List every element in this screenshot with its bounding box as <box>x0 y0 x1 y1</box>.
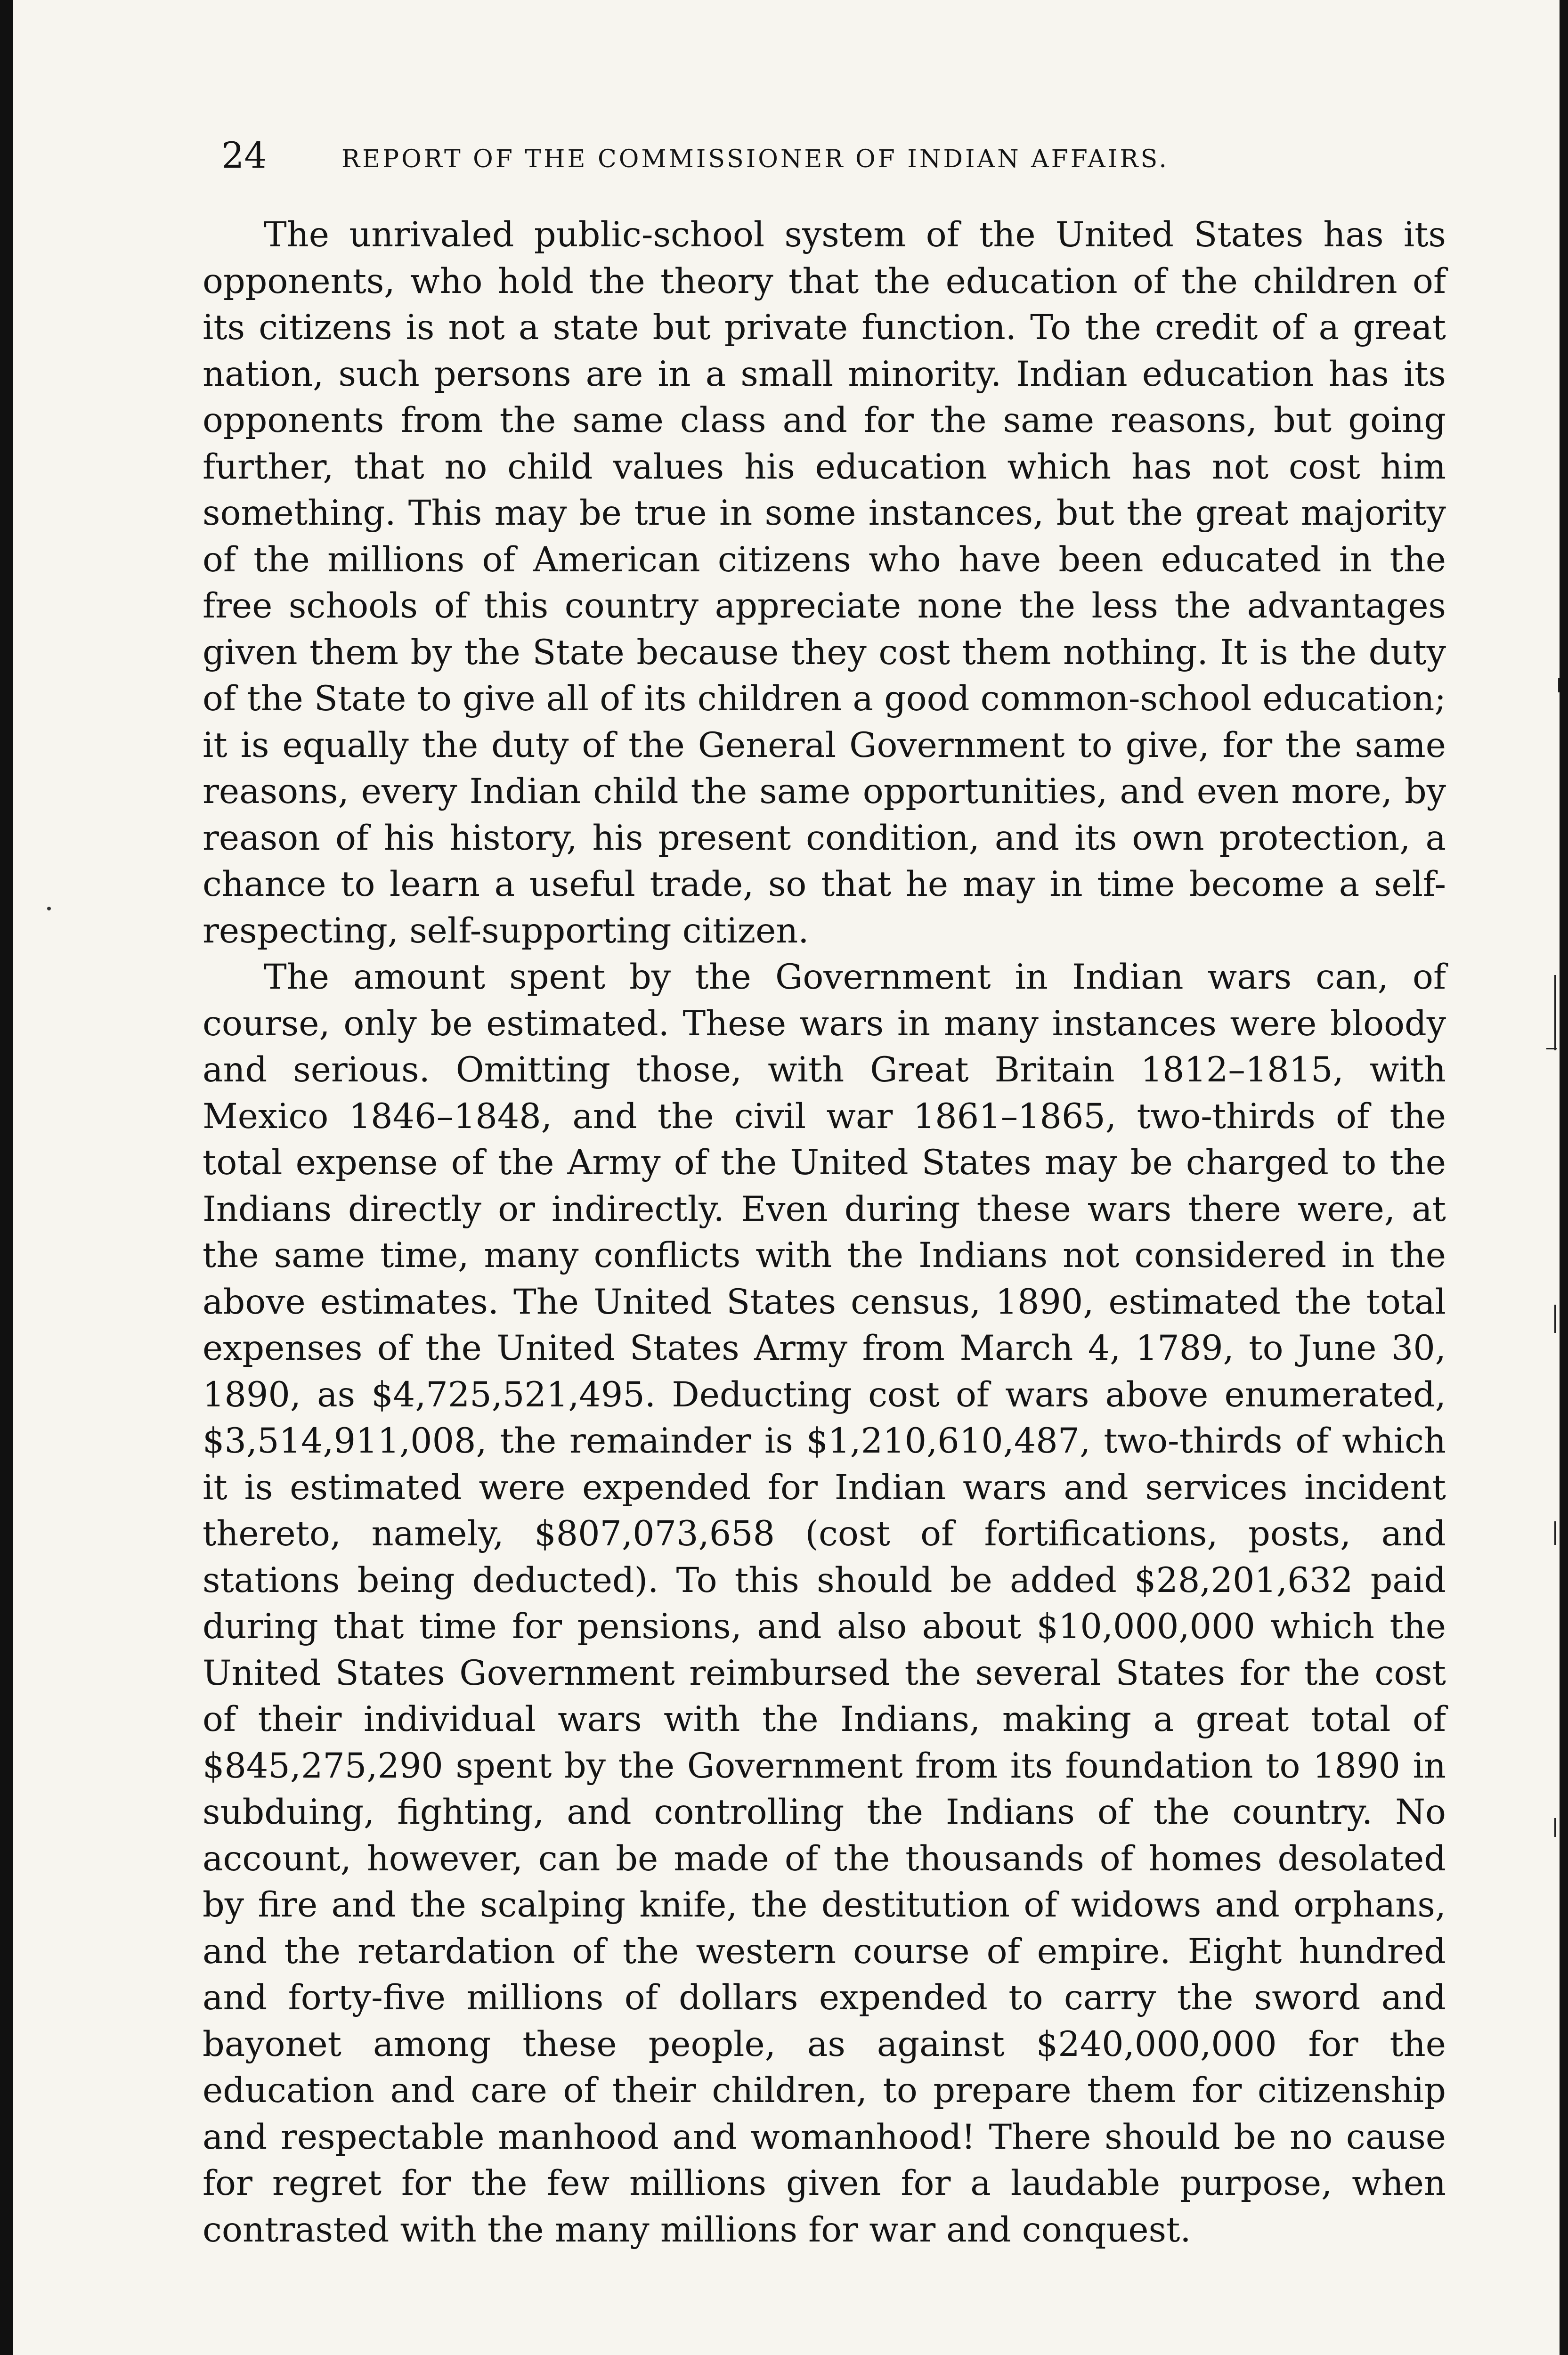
body-text <box>203 212 1446 2253</box>
page-number: 24 <box>221 134 267 176</box>
margin-mark <box>1558 678 1560 692</box>
margin-mark <box>1554 1305 1556 1333</box>
margin-mark <box>1554 975 1556 1050</box>
paragraph-public-school-system: The unrivaled public-school system of the United States has its opponents, who hold the theory that the education of the children of its citizens is not a state but private function. To the credit of a great nation, such persons are in a small minority. Indian education has its opponents from the same class and for the same reasons, but going further, that no child values his education which has not cost him something. This may be true in some instances, but the great majority of the millions of American citizens who have been educated in the free schools of this country appreciate none the less the advantages given them by the State because they cost them nothing. It is the duty of the State to give all of its children a good common-school education; it is equally the duty of the General Government to give, for the same reasons, every Indian child the same opportunities, and even more, by reason of his history, his present condition, and its own protection, a chance to learn a useful trade, so that he may in time become a self-respecting, self-supporting citizen. <box>203 215 1446 951</box>
margin-mark <box>1554 1521 1556 1545</box>
margin-mark <box>1554 1818 1556 1837</box>
running-title: REPORT OF THE COMMISSIONER OF INDIAN AFFAIRS. <box>341 145 1169 173</box>
scan-speck <box>47 907 51 910</box>
running-head <box>221 127 1352 198</box>
margin-mark <box>1546 1048 1557 1049</box>
paragraph-indian-wars-cost: The amount spent by the Government in Indian wars can, of course, only be estimated. These wars in many instances were bloody and serious. Omitting those, with Great Britain 1812–1815, with Mexico 1846–1848, and the civil war 1861–1865, two-thirds of the total expense of the Army of the United States may be charged to the Indians directly or indirectly. Even during these wars there were, at the same time, many conflicts with the Indians not considered in the above estimates. The United States census, 1890, estimated the total expenses of the United States Army from March 4, 1789, to June 30, 1890, as $4,725,521,495. Deducting cost of wars above enumerated, $3,514,911,008, the remainder is $1,210,610,487, two-thirds of which it is estimated were expended for Indian wars and services incident thereto, namely, $807,073,658 (cost of fortifications, posts, and stations being deducted). To this should be added $28,201,632 paid during that time for pensions, and also about $10,000,000 which the United States Government reimbursed the several States for the cost of their individual wars with the Indians, making a great total of $845,275,290 spent by the Government from its foundation to 1890 in subduing, fighting, and controlling the Indians of the country. No account, however, can be made of the thousands of homes desolated by fire and the scalping knife, the destitution of widows and orphans, and the retardation of the western course of empire. Eight hundred and forty-five millions of dollars expended to carry the sword and bayonet among these people, as against $240,000,000 for the education and care of their children, to prepare them for citizenship and respectable manhood and womanhood! There should be no cause for regret for the few millions given for a laudable purpose, when contrasted with the many millions for war and conquest. <box>203 957 1446 2250</box>
